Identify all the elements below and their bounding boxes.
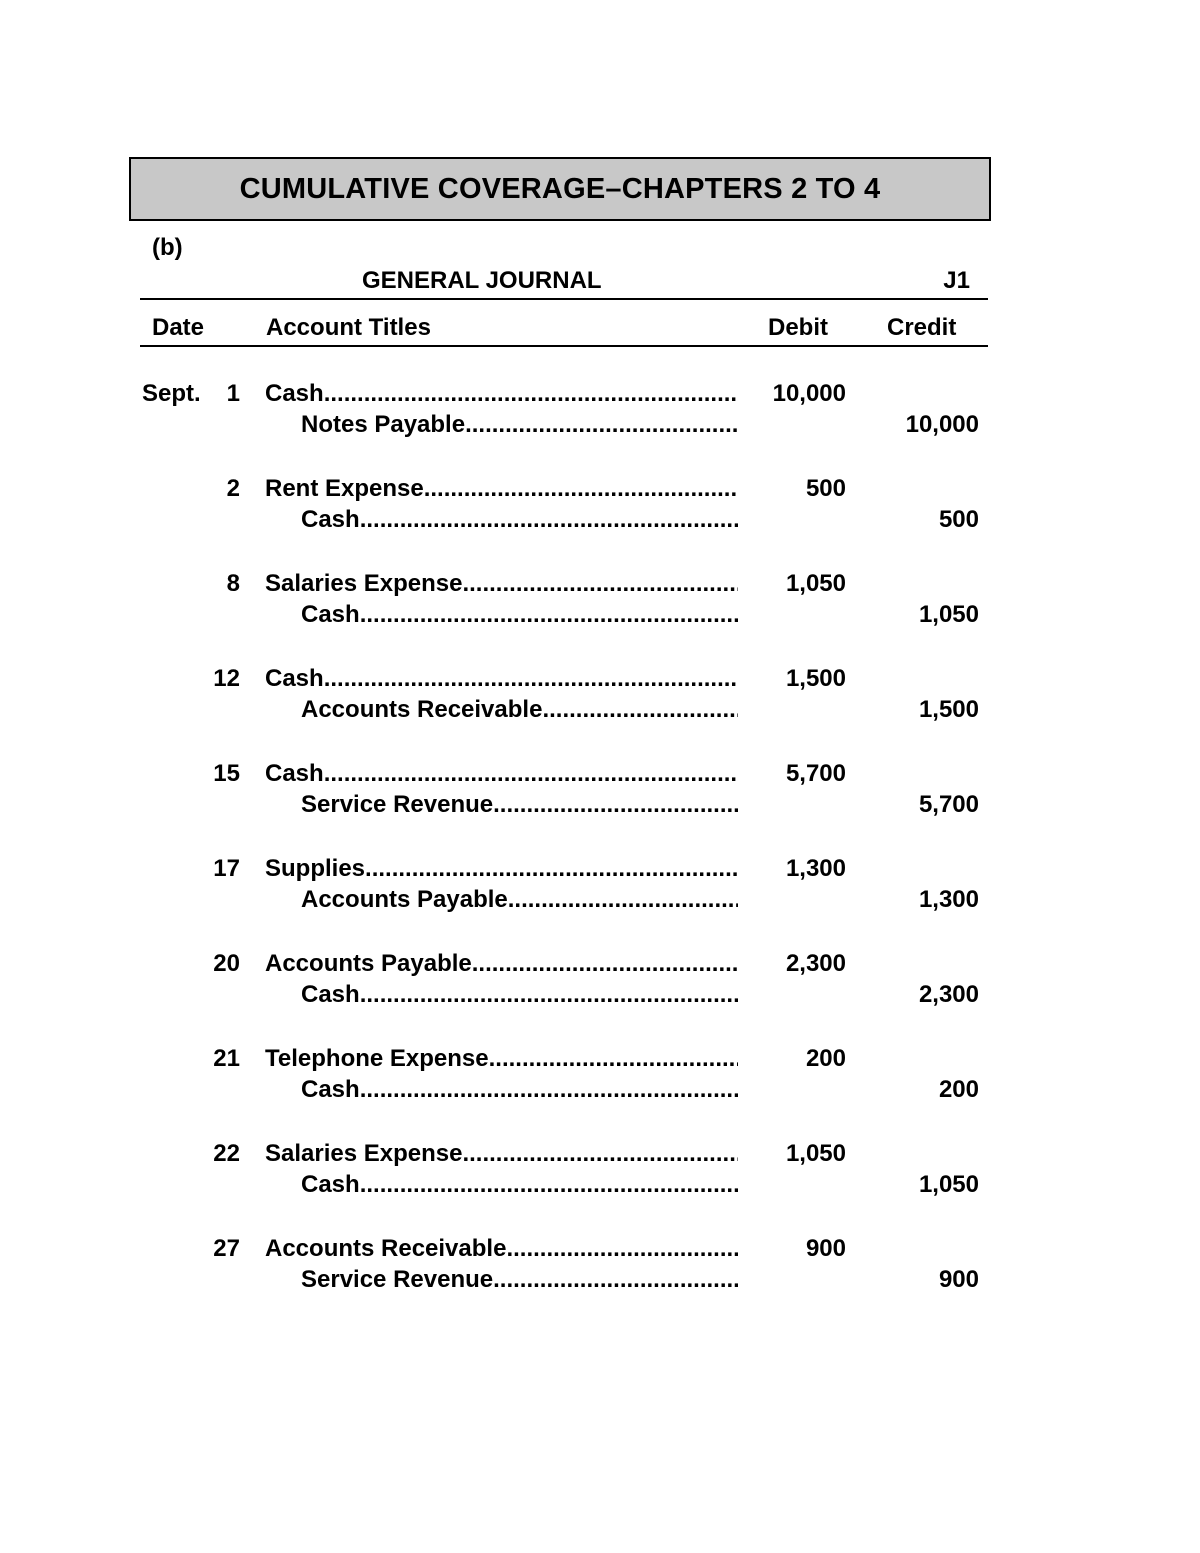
- debit-account-title: Accounts Receivable .....: [265, 1235, 738, 1263]
- debit-line: [140, 475, 988, 506]
- credit-account-title: Service Revenue .....: [301, 1266, 738, 1294]
- credit-account-title: Cash .....: [301, 506, 738, 534]
- journal-page-number: J1: [943, 267, 970, 294]
- journal-entry: [140, 475, 988, 570]
- debit-amount: 1,050: [785, 1140, 846, 1167]
- page-title: CUMULATIVE COVERAGE–CHAPTERS 2 TO 4: [239, 172, 881, 205]
- credit-amount: 200: [938, 1076, 979, 1103]
- credit-account-title: Accounts Payable .....: [301, 886, 738, 914]
- journal-entry: [140, 1045, 988, 1140]
- part-label: (b): [152, 234, 183, 261]
- debit-account-title: Accounts Payable .....: [265, 950, 738, 978]
- journal-entry: [140, 1140, 988, 1235]
- debit-account-title: Supplies .....: [265, 855, 738, 883]
- debit-amount: 200: [805, 1045, 846, 1072]
- debit-amount: 1,500: [785, 665, 846, 692]
- journal-entry: [140, 665, 988, 760]
- entry-day: 17: [213, 855, 240, 882]
- debit-amount: 1,050: [785, 570, 846, 597]
- credit-amount: 500: [938, 506, 979, 533]
- debit-account-title: Cash .....: [265, 760, 738, 788]
- debit-amount: 1,300: [785, 855, 846, 882]
- debit-line: [140, 760, 988, 791]
- journal-entry: [140, 855, 988, 950]
- debit-account-title: Telephone Expense .....: [265, 1045, 738, 1073]
- debit-amount: 2,300: [785, 950, 846, 977]
- credit-amount: 1,050: [918, 601, 979, 628]
- debit-line: [140, 1045, 988, 1076]
- debit-account-title: Rent Expense .....: [265, 475, 738, 503]
- credit-account-title: Cash .....: [301, 1076, 738, 1104]
- debit-amount: 500: [805, 475, 846, 502]
- credit-amount: 2,300: [918, 981, 979, 1008]
- journal-entry: [140, 1235, 988, 1330]
- credit-account-title: Notes Payable .....: [301, 411, 738, 439]
- journal-entry: [140, 570, 988, 665]
- debit-account-title: Salaries Expense .....: [265, 1140, 738, 1168]
- credit-amount: 10,000: [905, 411, 979, 438]
- credit-line: [140, 506, 988, 537]
- entry-day: 21: [213, 1045, 240, 1072]
- credit-account-title: Cash .....: [301, 981, 738, 1009]
- debit-line: [140, 665, 988, 696]
- header-bottom-rule: [140, 345, 988, 347]
- debit-line: [140, 1140, 988, 1171]
- entry-day: 15: [213, 760, 240, 787]
- credit-line: [140, 791, 988, 822]
- journal-entry: [140, 950, 988, 1045]
- column-header-date: Date: [152, 314, 205, 341]
- journal-entry: [140, 380, 988, 475]
- debit-line: [140, 950, 988, 981]
- debit-account-title: Salaries Expense .....: [265, 570, 738, 598]
- journal-entries: [140, 380, 988, 1330]
- credit-amount: 900: [938, 1266, 979, 1293]
- entry-day: 27: [213, 1235, 240, 1262]
- debit-amount: 900: [805, 1235, 846, 1262]
- entry-day: 12: [213, 665, 240, 692]
- credit-account-title: Cash .....: [301, 601, 738, 629]
- credit-account-title: Accounts Receivable .....: [301, 696, 738, 724]
- debit-line: [140, 570, 988, 601]
- credit-line: [140, 981, 988, 1012]
- column-header-credit: Credit: [887, 314, 957, 341]
- column-header-account-titles: Account Titles: [266, 314, 431, 341]
- credit-line: [140, 886, 988, 917]
- credit-amount: 1,500: [918, 696, 979, 723]
- credit-line: [140, 1171, 988, 1202]
- journal-title: GENERAL JOURNAL: [362, 267, 602, 294]
- entry-day: 20: [213, 950, 240, 977]
- column-header-debit: Debit: [768, 314, 828, 341]
- debit-line: [140, 380, 988, 411]
- debit-line: [140, 1235, 988, 1266]
- title-banner: [129, 157, 991, 221]
- credit-amount: 5,700: [918, 791, 979, 818]
- debit-account-title: Cash .....: [265, 665, 738, 693]
- credit-line: [140, 1076, 988, 1107]
- header-top-rule: [140, 298, 988, 300]
- debit-amount: 10,000: [772, 380, 846, 407]
- debit-account-title: Cash .....: [265, 380, 738, 408]
- debit-line: [140, 855, 988, 886]
- credit-account-title: Cash .....: [301, 1171, 738, 1199]
- credit-amount: 1,300: [918, 886, 979, 913]
- entry-month: Sept.: [142, 380, 201, 407]
- credit-account-title: Service Revenue .....: [301, 791, 738, 819]
- debit-amount: 5,700: [785, 760, 846, 787]
- entry-day: 2: [226, 475, 240, 502]
- entry-day: 8: [226, 570, 240, 597]
- credit-line: [140, 411, 988, 442]
- credit-line: [140, 1266, 988, 1297]
- credit-line: [140, 601, 988, 632]
- credit-amount: 1,050: [918, 1171, 979, 1198]
- credit-line: [140, 696, 988, 727]
- entry-day: 1: [226, 380, 240, 407]
- entry-day: 22: [213, 1140, 240, 1167]
- journal-entry: [140, 760, 988, 855]
